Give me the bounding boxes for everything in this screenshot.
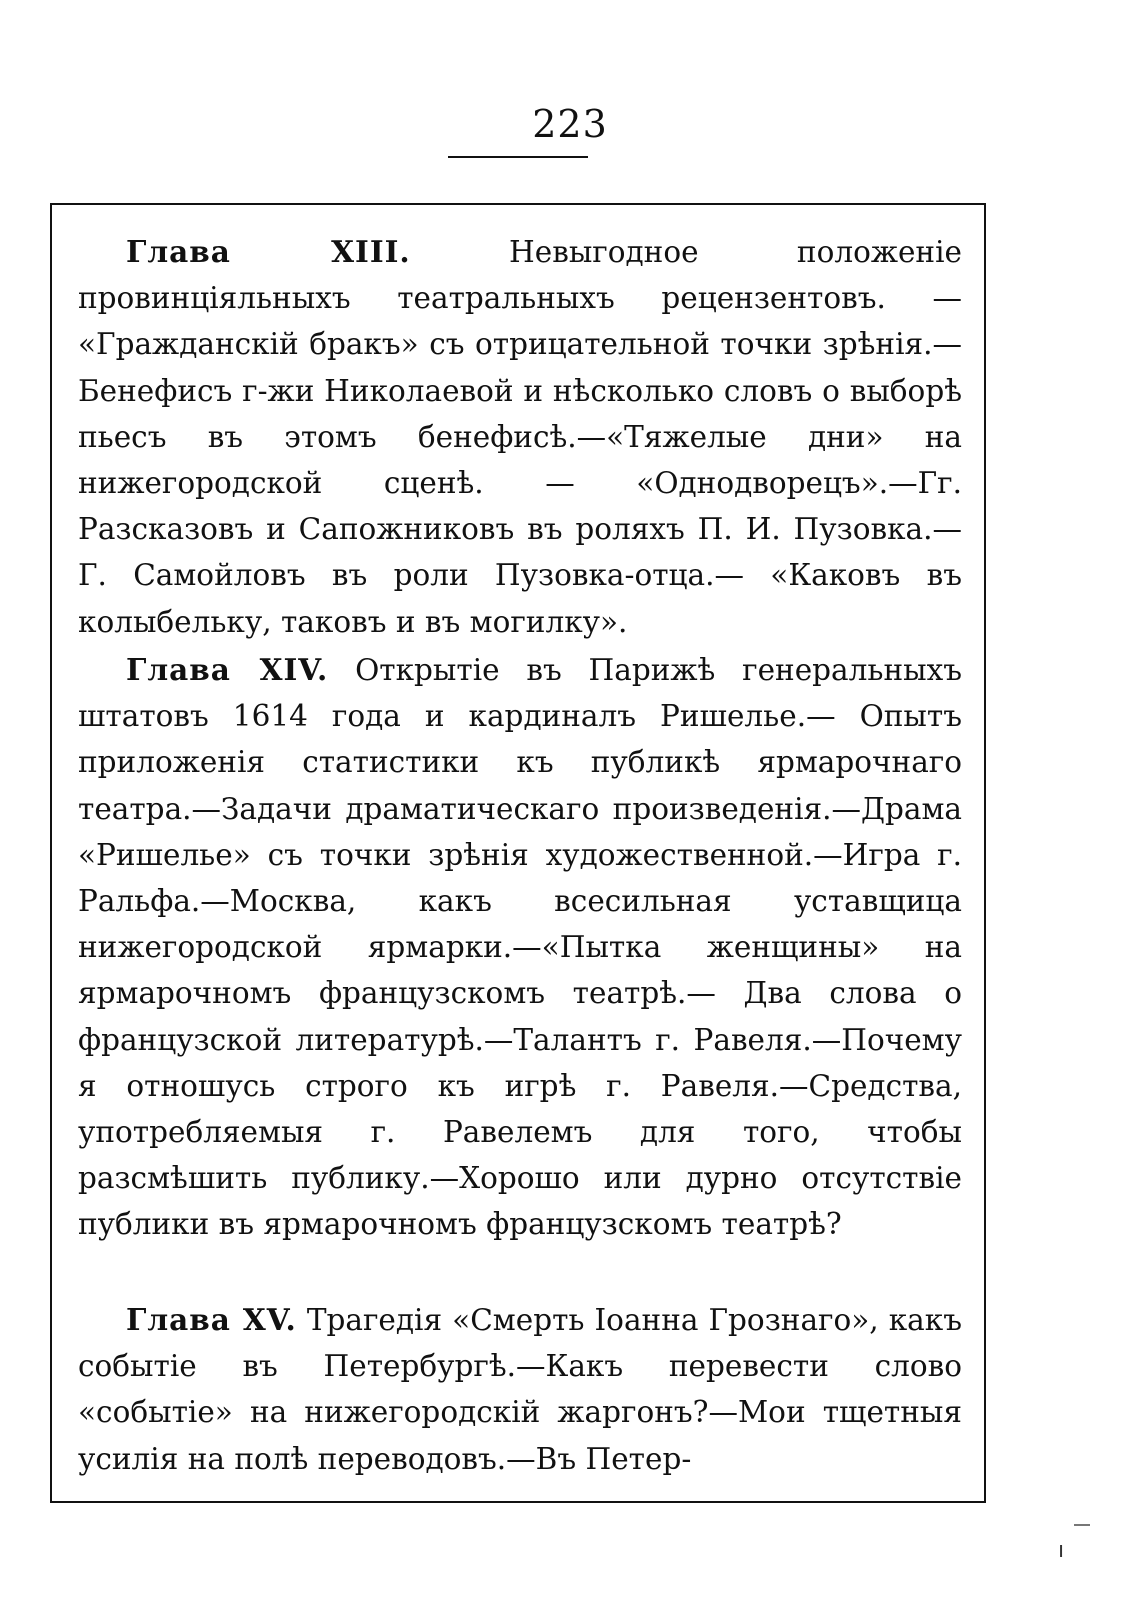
chapter-entry-xv (78, 1297, 962, 1482)
page-number-rule (448, 156, 588, 158)
chapter-summary: Открытіе въ Парижѣ генеральныхъ штатовъ 1614 года и кардиналъ Ришелье.— Опытъ приложенія статистики къ публикѣ ярмарочнаго театра.—Задачи драматическаго произведенія.—Драма «Ришелье» съ точки зрѣнія художественной.—Игра г. Ральфа.—Москва, какъ всесильная уставщица нижегородской ярмарки.—«Пытка женщины» на ярмарочномъ французскомъ театрѣ.— Два слова о французской литературѣ.—Талантъ г. Равеля.—Почему я отношусь строго къ игрѣ г. Равеля.—Средства, употребляемыя г. Равелемъ для того, чтобы разсмѣшить публику.—Хорошо или дурно отсутствіе публики въ ярмарочномъ французскомъ театрѣ? (78, 653, 962, 1242)
table-of-contents-frame (50, 203, 986, 1503)
chapter-heading: Глава XIII. (126, 234, 411, 269)
marginal-mark: ı (1058, 1538, 1065, 1563)
chapter-entry-xiv (78, 647, 962, 1248)
chapter-entry-xiii (78, 229, 962, 645)
chapter-summary: Трагедія «Смерть Іоанна Грознаго», какъ событіе въ Петербургѣ.—Какъ перевести слово «событіе» на нижегородскій жаргонъ?—Мои тщетныя усилія на полѣ переводовъ.—Въ Петер- (78, 1303, 962, 1476)
chapter-heading: Глава XIV. (126, 652, 329, 687)
chapter-summary: Невыгодное положеніе провинціяльныхъ театральныхъ рецензентовъ. — «Гражданскій бракъ» съ отрицательной точки зрѣнія.—Бенефисъ г-жи Николаевой и нѣсколько словъ о выборѣ пьесъ въ этомъ бенефисѣ.—«Тяжелые дни» на нижегородской сценѣ. — «Однодворецъ».—Гг. Разсказовъ и Сапожниковъ въ роляхъ П. И. Пузовка.—Г. Самойловъ въ роли Пузовка-отца.— «Каковъ въ колыбельку, таковъ и въ могилку». (78, 235, 962, 639)
chapter-heading: Глава XV. (126, 1302, 297, 1337)
page-number: 223 (532, 102, 608, 146)
scan-dash-mark (1074, 1524, 1090, 1526)
